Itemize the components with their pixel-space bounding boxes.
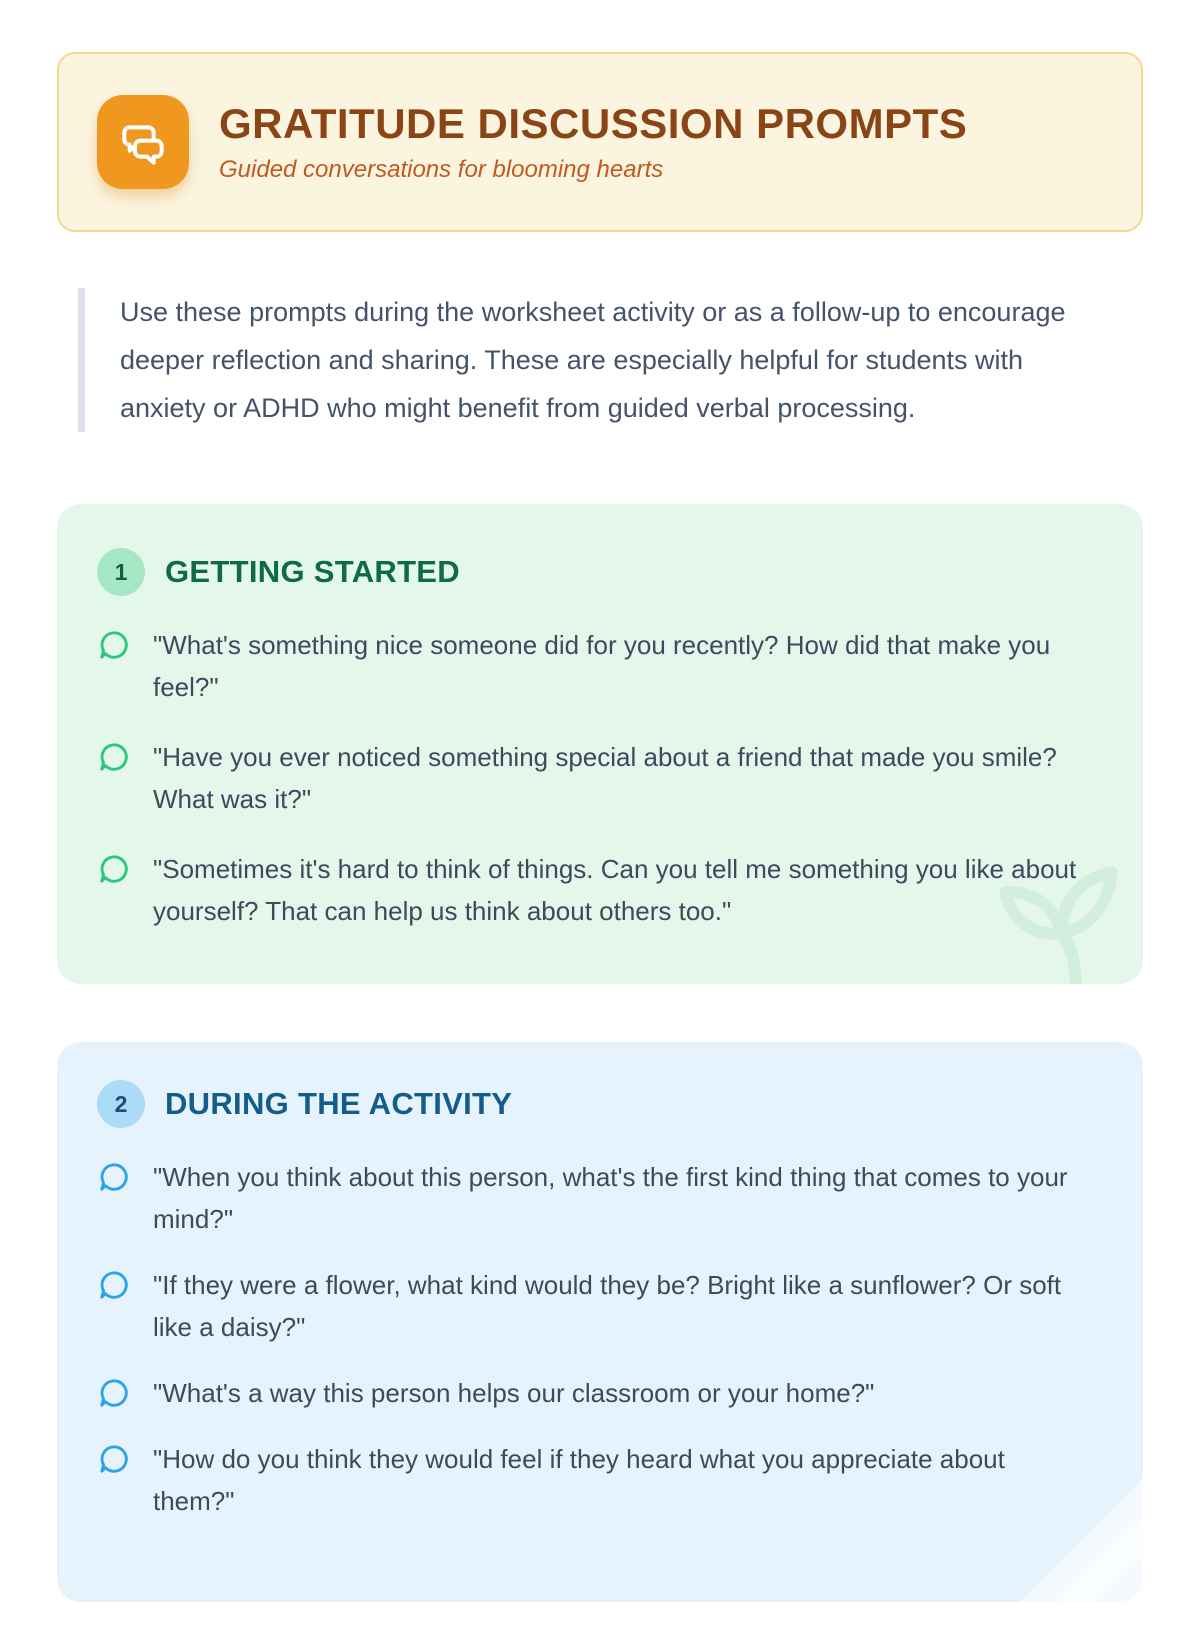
intro-text: Use these prompts during the worksheet activity or as a follow-up to encourage deeper reflection and sharing. These are especially helpful for students with anxiety or ADHD who might benefit from guided verbal processing. [120,297,1066,423]
prompt-item [97,848,1099,932]
intro-note [78,288,1143,432]
prompt-text: "How do you think they would feel if they heard what you appreciate about them?" [153,1444,1005,1516]
speech-bubble-icon [97,1376,131,1410]
prompt-item [97,1264,1099,1348]
chat-bubbles-icon [97,95,189,189]
page-subtitle: Guided conversations for blooming hearts [219,156,664,183]
section-getting-started [57,504,1143,984]
header-card [57,52,1143,232]
speech-bubble-icon [97,1442,131,1476]
section-title: DURING THE ACTIVITY [165,1086,513,1121]
prompt-text: "Sometimes it's hard to think of things. Can you tell me something you like about yourself? That can help us think about others too." [153,854,1077,926]
section-during-activity [57,1042,1143,1602]
worksheet-page [0,52,1200,1652]
speech-bubble-icon [97,852,131,886]
speech-bubble-icon [97,740,131,774]
section-header [97,548,1099,596]
section-header [97,1080,1099,1128]
prompt-text: "If they were a flower, what kind would they be? Bright like a sunflower? Or soft like a daisy?" [153,1270,1062,1342]
prompt-text: "Have you ever noticed something special about a friend that made you smile? What was it?" [153,742,1057,814]
prompt-item [97,624,1099,708]
prompt-item [97,1372,1099,1414]
speech-bubble-icon [97,1268,131,1302]
prompt-text: "What's something nice someone did for you recently? How did that make you feel?" [153,630,1051,702]
prompt-text: "What's a way this person helps our classroom or your home?" [153,1378,875,1408]
section-number-badge: 2 [97,1080,145,1128]
prompt-text: "When you think about this person, what's the first kind thing that comes to your mind?" [153,1162,1068,1234]
page-title: GRATITUDE DISCUSSION PROMPTS [219,100,968,147]
speech-bubble-icon [97,1160,131,1194]
prompt-item [97,1156,1099,1240]
header-text [219,100,967,184]
prompt-item [97,736,1099,820]
section-title: GETTING STARTED [165,554,460,589]
speech-bubble-icon [97,628,131,662]
prompt-item [97,1438,1099,1522]
section-number-badge: 1 [97,548,145,596]
